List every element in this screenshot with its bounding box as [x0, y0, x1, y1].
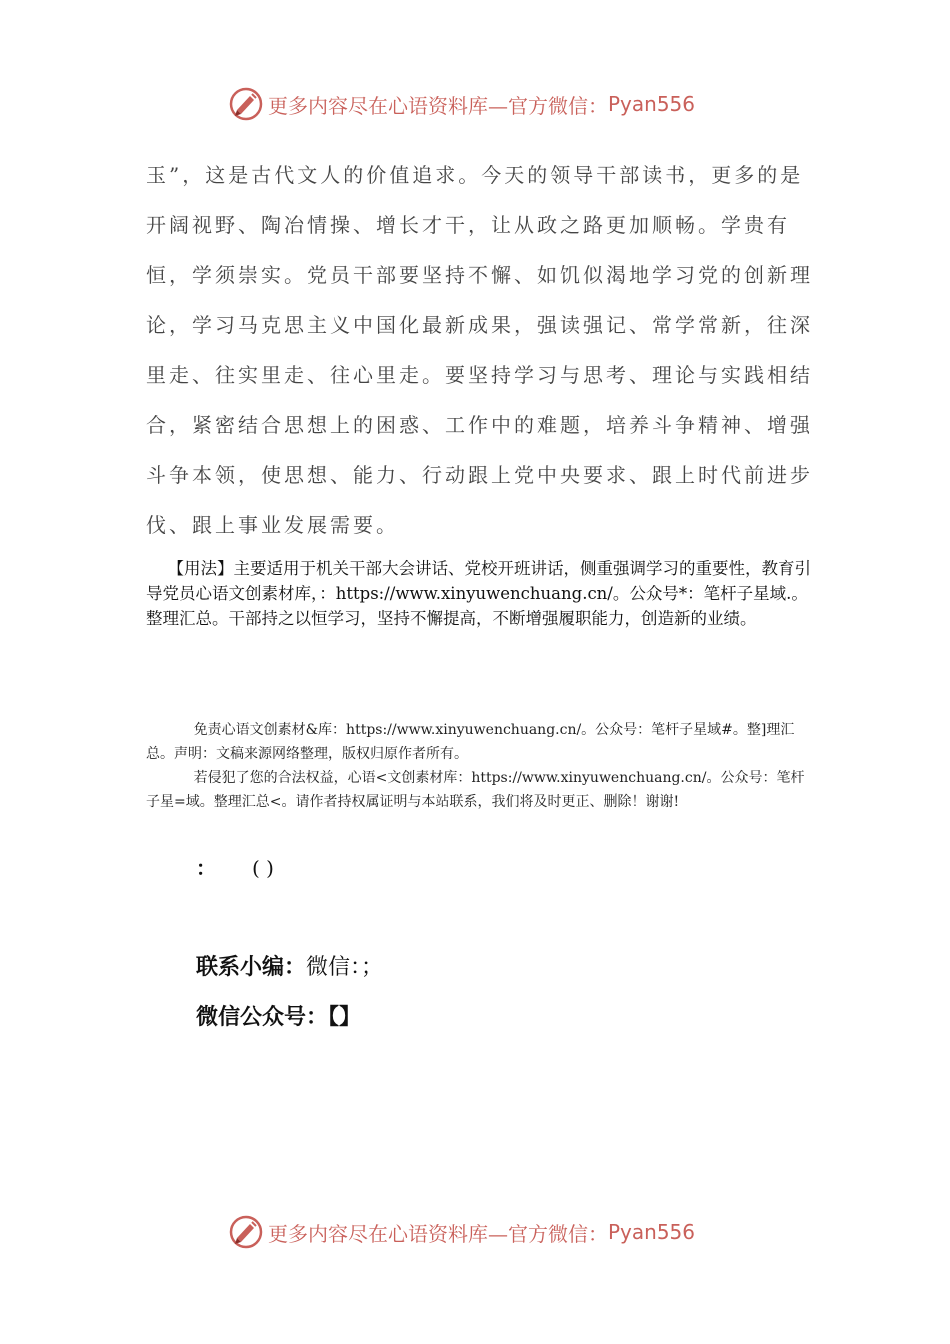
usage-paragraph: 【用法】主要适用于机关干部大会讲话、党校开班讲话，侧重强调学习的重要性，教育引导党员心语文创素材库，：https://www.xinyuwenchuang.cn/。公众号*：笔杆子星域.。整理汇总。干部持之以恒学习，坚持不懈提高，不断增强履职能力，创造新的业绩。	[146, 559, 811, 628]
banner-text: 更多内容尽在心语资料库—官方微信：	[268, 93, 608, 118]
empty-parentheses: ( )	[252, 856, 274, 880]
colon-mark: ：	[196, 856, 216, 880]
disclaimer-block	[146, 718, 814, 814]
body-paragraph: 玉”，这是古代文人的价值追求。今天的领导干部读书，更多的是开阔视野、陶冶情操、增长才干，让从政之路更加顺畅。学贵有恒，学须崇实。党员干部要坚持不懈、如饥似渴地学习党的创新理论，学习马克思主义中国化最新成果，强读强记、常学常新，往深里走、往实里走、往心里走。要坚持学习与思考、理论与实践相结合，紧密结合思想上的困惑、工作中的难题，培养斗争精神、增强斗争本领，使思想、能力、行动跟上党中央要求、跟上时代前进步伐、跟上事业发展需要。	[146, 163, 813, 537]
contact-label: 联系小编：	[196, 955, 307, 980]
banner-text: 更多内容尽在心语资料库—官方微信：	[268, 1221, 608, 1246]
banner-wechat-id: Pyan556	[608, 92, 696, 116]
banner-wechat-id: Pyan556	[608, 1220, 696, 1244]
contact-line	[196, 950, 383, 981]
disclaimer-paragraph-2: 若侵犯了您的合法权益，心语<文创素材库：https://www.xinyuwenchuang.cn/。公众号：笔杆子星=域。整理汇总<。请作者持权属证明与本站联系，我们将及时更正、删除！谢谢!	[146, 770, 805, 810]
wechat-public-line: 微信公众号：【】	[196, 1005, 362, 1030]
header-banner	[228, 84, 728, 124]
disclaimer-paragraph-1: 免责心语文创素材&库：https://www.xinyuwenchuang.cn/。公众号：笔杆子星域#。整]理汇总。声明：文稿来源网络整理，版权归原作者所有。	[146, 722, 795, 762]
pen-logo-icon	[228, 86, 264, 122]
contact-value: 微信：；	[306, 955, 384, 980]
colon-line	[196, 852, 274, 881]
pen-logo-icon	[228, 1214, 264, 1250]
footer-banner	[228, 1212, 728, 1252]
